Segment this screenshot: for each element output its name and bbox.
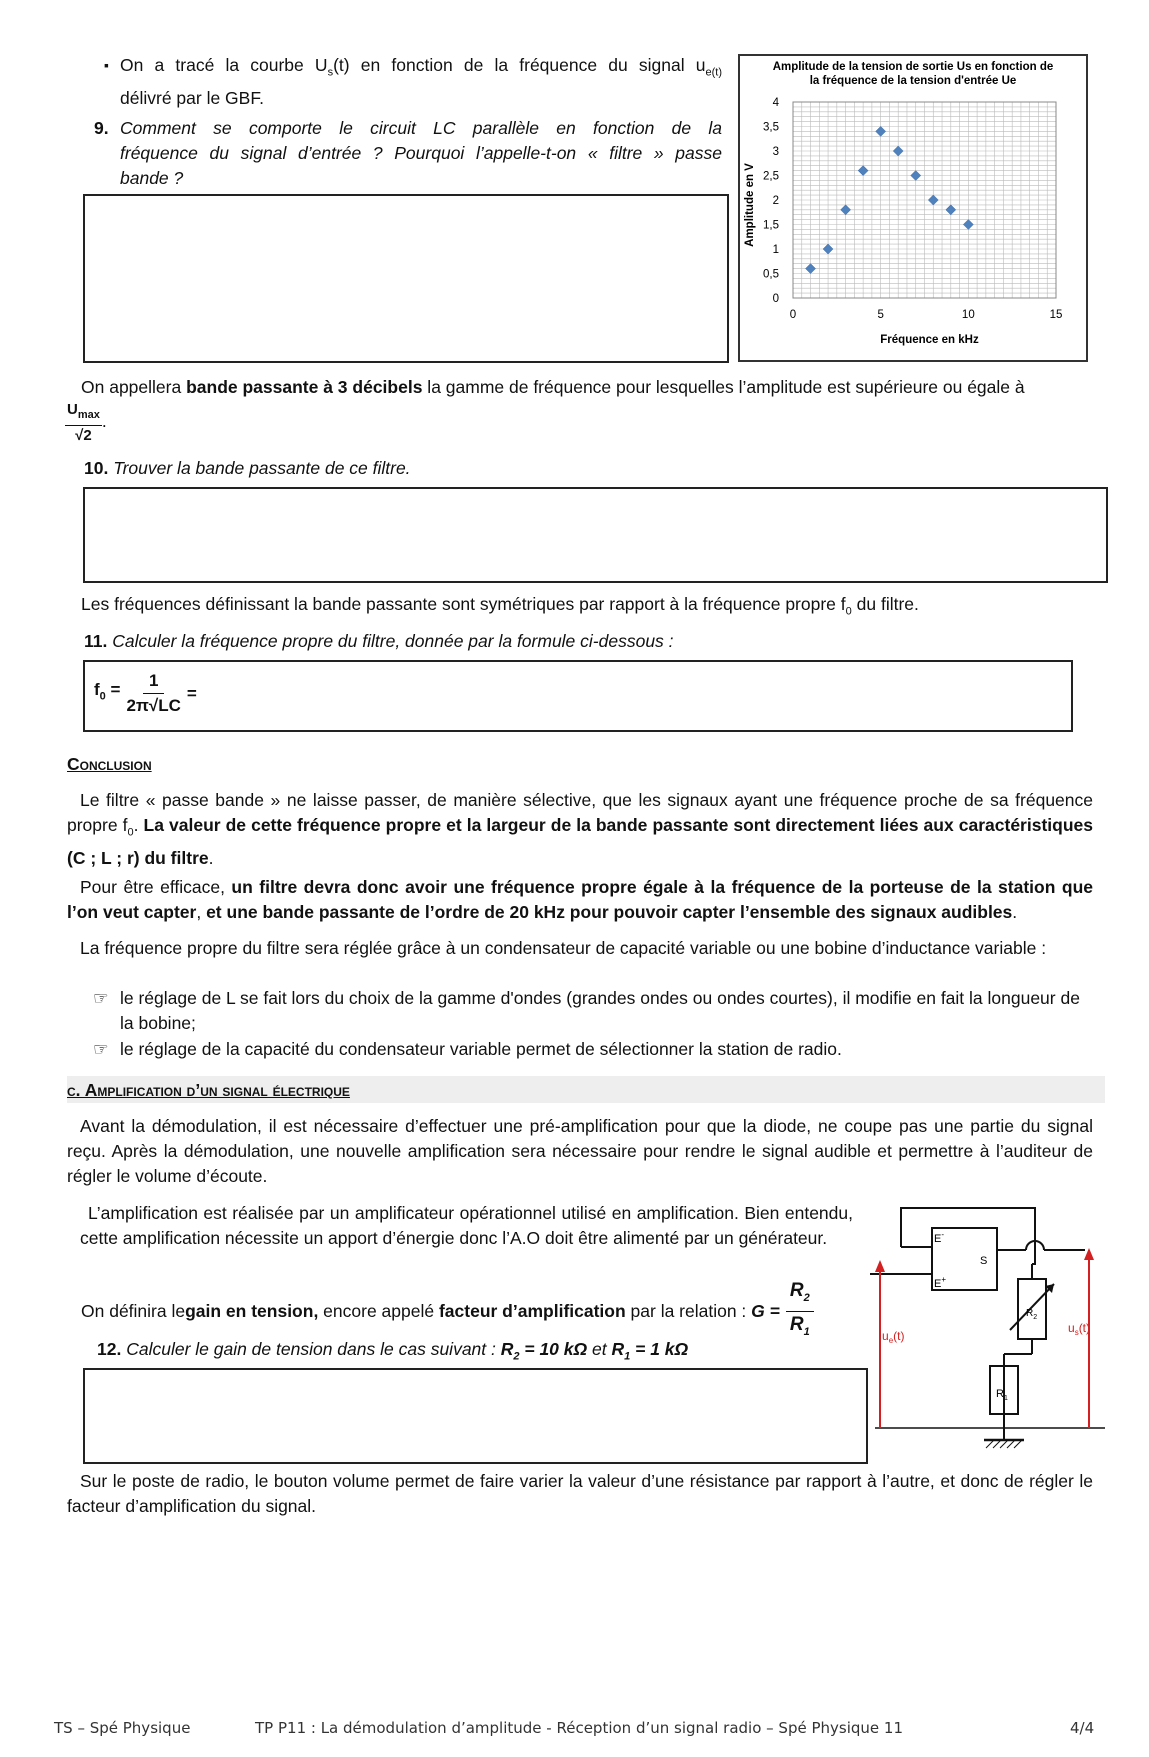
hand-icon: ☞ — [93, 1039, 109, 1059]
conclusion-p3: La fréquence propre du filtre sera réglée grâce à un condensateur de capacité variable ou une bobine d’inductance variable : — [80, 938, 1047, 958]
answer-box-q11[interactable] — [83, 660, 1073, 732]
frequency-symmetry: Les fréquences définissant la bande passante sont symétriques par rapport à la fréquence propre $f_0$ du filtre. — [81, 594, 919, 618]
footer-center: TP P11 : La démodulation d’amplitude - Réception d’un signal radio – Spé Physique 11 — [255, 1719, 903, 1737]
r1-label: $R_1$ — [996, 1388, 1008, 1402]
chart-data-point — [841, 205, 851, 215]
amplitude-chart — [740, 56, 1086, 360]
chart-y-tick-label: 0,5 — [763, 268, 779, 281]
conclusion-bullet-1: ☞ le réglage de L se fait lors du choix de la gamme d'ondes (grandes ondes ou ondes courtes), il modifie en fait la longueur de la bobine; — [93, 988, 1080, 1033]
chart-y-tick-label: 4 — [772, 97, 779, 109]
section-c-p2: L’amplification est réalisée par un amplificateur opérationnel utilisé en amplification. Bien entendu, cette amplification nécessite un apport d’énergie donc l’A.O doit être alimenté par un générateur. — [80, 1203, 853, 1248]
bullet-marker: ▪ — [104, 57, 109, 73]
umax-fraction: $\frac{U_{max}}{√2}$ . — [67, 401, 107, 444]
chart-y-tick-label: 3,5 — [763, 121, 779, 134]
chart-y-tick-label: 2 — [772, 195, 779, 207]
chart-x-tick-label: 5 — [877, 309, 884, 321]
amplifier-circuit — [870, 1198, 1110, 1458]
intro-bullet-line2: délivré par le GBF. — [120, 87, 264, 108]
chart-y-tick-label: 1 — [772, 244, 779, 256]
us-label: $u_s(t)$ — [1068, 1321, 1091, 1337]
conclusion-p2: Pour être efficace, un filtre devra donc avoir une fréquence propre égale à la fréquence de la porteuse de la station que l’on veut capter, et une bande passante de l’ordre de 20 kHz pour pouvoir capter l’ensemble des signaux audibles. — [67, 877, 1093, 922]
question-12: 12. Calculer le gain de tension dans le cas suivant : $R_2 = 10$ kΩ et $R_1 = 1$ kΩ — [97, 1339, 689, 1363]
question-11: 11. Calculer la fréquence propre du filtre, donnée par la formule ci-dessous : — [84, 631, 674, 651]
e-plus-label: E+ — [934, 1275, 947, 1290]
chart-data-point — [946, 205, 956, 215]
conclusion-p1: Le filtre « passe bande » ne laisse passer, de manière sélective, que les signaux ayant une fréquence proche de sa fréquence propre $f_0$. La valeur de cette fréquence propre et la largeur de la bande passante sont directement liées aux caractéristiques (C ; L ; r) du filtre. — [67, 790, 1093, 868]
hand-icon: ☞ — [93, 988, 109, 1008]
chart-y-tick-label: 0 — [772, 293, 779, 305]
feedback-wire — [901, 1208, 1035, 1264]
chart-x-axis-label: Fréquence en kHz — [880, 334, 979, 346]
conclusion-heading: Conclusion — [67, 754, 152, 774]
f0-formula: $f_0$ = $\frac{1}{2\pi√LC}$ = — [94, 671, 197, 715]
chart-data-point — [963, 220, 973, 230]
chart-x-tick-label: 0 — [789, 309, 797, 321]
section-c-p1: Avant la démodulation, il est nécessaire d’effectuer une pré-amplification pour que la diode, ne coupe pas une partie du signal reçu. Après la démodulation, une nouvelle amplification sera nécessaire pour rendre le signal audible et permettre à l’auditeur de régler le volume d’écoute. — [67, 1116, 1093, 1186]
question-number: 9. — [94, 118, 109, 138]
answer-box-q12[interactable] — [83, 1368, 868, 1464]
r2-label: $R_2$ — [1026, 1308, 1038, 1321]
intro-bullet: ▪ On a tracé la courbe $U_s(t)$ en fonction de la fréquence du signal $u_{e(t)}$ délivré par le GBF. — [104, 53, 722, 111]
chart-data-point — [858, 166, 868, 176]
gain-definition: On définira le gain en tension, encore appelé facteur d’amplification par la relation : G = $\frac{R_2}{R_1}$ — [81, 1278, 814, 1345]
footer-page-number: 4/4 — [1070, 1719, 1095, 1737]
chart-y-tick-label: 3 — [772, 146, 779, 158]
question-9: 9. Comment se comporte le circuit LC parallèle en fonction de la fréquence du signal d’entrée ? Pourquoi l’appelle-t-on « filtre » passe bande ? — [94, 118, 722, 188]
answer-box-q9[interactable] — [83, 194, 729, 363]
chart-x-tick-label: 15 — [1049, 309, 1063, 321]
chart-y-axis-label: Amplitude en V — [744, 163, 756, 247]
bandwidth-definition: On appellera bande passante à 3 décibels la gamme de fréquence pour lesquelles l’amplitude est supérieure ou égale à — [81, 377, 1025, 397]
us-arrow-head — [1084, 1248, 1094, 1260]
chart-data-point — [911, 171, 921, 181]
chart-title-line-1: Amplitude de la tension de sortie Us en fonction de — [772, 61, 1054, 73]
answer-box-q10[interactable] — [83, 487, 1108, 583]
chart-data-point — [876, 126, 886, 136]
conclusion-bullet-2: ☞ le réglage de la capacité du condensateur variable permet de sélectionner la station de radio. — [93, 1037, 1093, 1062]
e-minus-label: E- — [934, 1230, 945, 1245]
chart-data-point — [823, 244, 833, 254]
chart-data-point — [806, 264, 816, 274]
r2-variable-arrow — [1010, 1284, 1054, 1330]
closing-paragraph: Sur le poste de radio, le bouton volume permet de faire varier la valeur d’une résistance par rapport à l’autre, et donc de régler le facteur d’amplification du signal. — [67, 1471, 1093, 1516]
chart-data-point — [928, 195, 938, 205]
s-label: S — [980, 1255, 988, 1267]
question-10: 10. Trouver la bande passante de ce filtre. — [84, 458, 411, 478]
ue-arrow-head — [875, 1260, 885, 1272]
footer-left: TS – Spé Physique — [54, 1719, 191, 1737]
chart-y-tick-label: 2,5 — [763, 170, 779, 183]
chart-data-point — [893, 146, 903, 156]
chart-x-tick-label: 10 — [961, 309, 975, 321]
chart-y-tick-label: 1,5 — [763, 219, 779, 232]
section-c-heading: c. Amplification d’un signal électrique — [67, 1080, 350, 1100]
chart-title-line-2: la fréquence de la tension d'entrée Ue — [809, 75, 1017, 87]
chart-frame — [738, 54, 1088, 362]
ue-label: $u_e(t)$ — [882, 1329, 905, 1345]
